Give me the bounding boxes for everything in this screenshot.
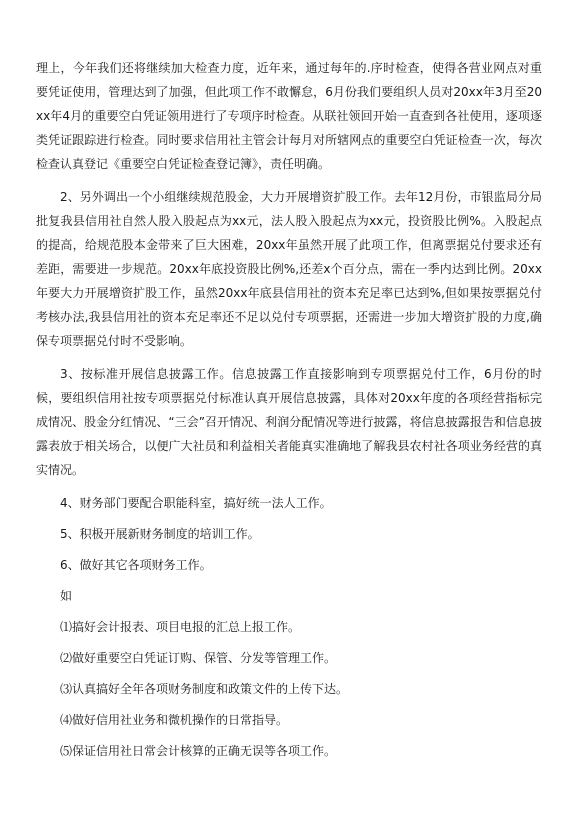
paragraph-unified-legal-person: 4、财务部门要配合职能科室，搞好统一法人工作。 <box>60 496 332 510</box>
list-item: ⑴搞好会计报表、项目电报的汇总上报工作。 <box>60 620 301 634</box>
list-item: ⑸保证信用社日常会计核算的正确无误等各项工作。 <box>60 744 337 758</box>
paragraph-share-capital: 2、另外调出一个小组继续规范股金，大力开展增资扩股工作。去年12月份，市银监局分局批复我县信用社自然人股入股起点为xx元，法人股入股起点为xx元，投资股比例%。入股起点的提高，给规范股本金带来了巨大困难，20xx年虽然开展了此项工作，但离票据兑付要求还有差距，需要进一步规范。20xx年底投资股比例%,还差x个百分点，需在一季内达到比例。20xx年要大力开展增资扩股工作，虽然20xx年底县信用社的资本充足率已达到%,但如果按票据兑付考核办法,我县信用社的资本充足率还不足以兑付专项票据，还需进一步加大增资扩股的力度,确保专项票据兑付时不受影响。 <box>36 190 542 348</box>
list-item: ⑶认真搞好全年各项财务制度和政策文件的上传下达。 <box>60 682 349 696</box>
list-item: ⑵做好重要空白凭证订购、保管、分发等管理工作。 <box>60 651 337 665</box>
list-item: ⑷做好信用社业务和微机操作的日常指导。 <box>60 713 289 727</box>
paragraph-information-disclosure: 3、按标准开展信息披露工作。信息披露工作直接影响到专项票据兑付工作，6月份的时候，要组织信用社按专项票据兑付标准认真开展信息披露，具体对20xx年度的各项经营指标完成情况、股金分红情况、“三会”召开情况、利润分配情况等进行披露，将信息披露报告和信息披露表放于相关场合，以便广大社员和利益相关者能真实准确地了解我县农村社各项业务经营的真实情况。 <box>36 367 542 477</box>
paragraph-other-work: 6、做好其它各项财务工作。 <box>60 558 212 572</box>
intro-word: 如 <box>60 589 73 603</box>
paragraph-training: 5、积极开展新财务制度的培训工作。 <box>60 527 260 541</box>
paragraph-voucher-inspection: 理上，今年我们还将继续加大检查力度，近年来，通过每年的.序时检查，使得各营业网点对重要凭证使用，管理达到了加强，但此项工作不敢懈怠，6月份我们要组织人员对20xx年3月至20xx年4月的重要空白凭证领用进行了专项序时检查。从联社领回开始一直查到各社使用，逐项逐类凭证跟踪进行检查。同时要求信用社主管会计每月对所辖网点的重要空白凭证检查一次，每次检查认真登记《重要空白凭证检查登记簿》，责任明确。 <box>36 61 542 171</box>
